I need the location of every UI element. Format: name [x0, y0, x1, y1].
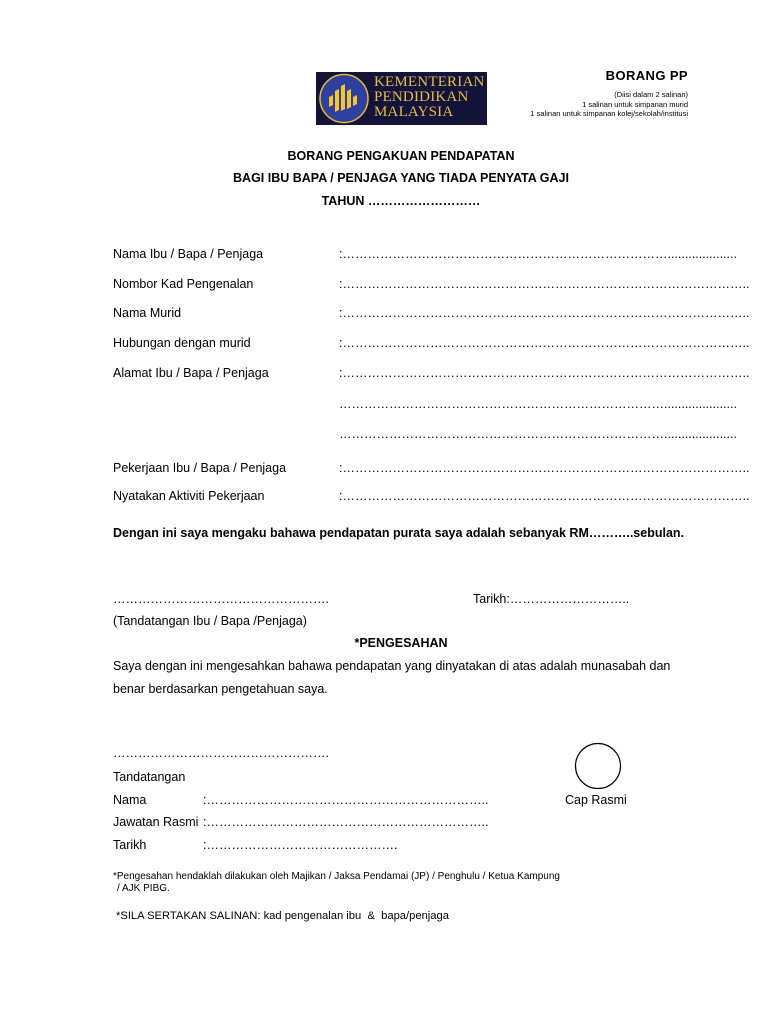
verification-heading: *PENGESAHAN — [354, 636, 448, 650]
logo-text-line: KEMENTERIAN — [374, 74, 485, 90]
form-code: BORANG PP — [605, 68, 688, 83]
ministry-logo — [316, 72, 487, 125]
verifier-date-label: Tarikh — [113, 838, 147, 852]
field-label-occupation: Pekerjaan Ibu / Bapa / Penjaga — [113, 461, 287, 475]
field-blank-address-line-2: ……………………………………………………………………..................... — [339, 397, 737, 411]
field-label-ic-number: Nombor Kad Pengenalan — [113, 277, 254, 291]
field-blank-address: :…………………………………………………………………………………….. — [339, 366, 750, 380]
field-label-parent-name: Nama Ibu / Bapa / Penjaga — [113, 247, 264, 261]
verification-statement-line-1: Saya dengan ini mengesahkan bahawa pendapatan yang dinyatakan di atas adalah munasabah dan — [113, 659, 671, 673]
verifier-signature-line: ……………………………………………. — [113, 746, 329, 760]
verifier-name-label: Nama — [113, 793, 147, 807]
verifier-date-blank: :………………………………………. — [203, 838, 398, 852]
verifier-signature-label: Tandatangan — [113, 770, 186, 784]
field-blank-relationship: :…………………………………………………………………………………….. — [339, 336, 750, 350]
verifier-note-line-2: / AJK PIBG. — [117, 883, 170, 894]
attachment-note: *SILA SERTAKAN SALINAN: kad pengenalan ibu & bapa/penjaga — [116, 910, 449, 922]
field-blank-work-activity: :…………………………………………………………………………………….. — [339, 489, 750, 503]
field-blank-student-name: :…………………………………………………………………………………….. — [339, 306, 750, 320]
parent-signature-line: ……………………………………………. — [113, 592, 329, 606]
field-label-relationship: Hubungan dengan murid — [113, 336, 251, 350]
field-blank-parent-name: :…………………………………………………………………….................... — [339, 247, 737, 261]
verifier-note-line-1: *Pengesahan hendaklah dilakukan oleh Majikan / Jaksa Pendamai (JP) / Penghulu / Ketua Kampung — [113, 871, 560, 882]
form-title: BORANG PENGAKUAN PENDAPATAN — [287, 149, 515, 163]
logo-wordmark — [374, 75, 485, 120]
copies-note: (Diisi dalam 2 salinan) — [614, 90, 688, 99]
verifier-name-blank: :………………………………………………………….. — [203, 793, 489, 807]
ministry-emblem-icon — [316, 72, 372, 125]
field-label-address: Alamat Ibu / Bapa / Penjaga — [113, 366, 269, 380]
copy-note-student: 1 salinan untuk simpanan murid — [582, 100, 688, 109]
verification-statement-line-2: benar berdasarkan pengetahuan saya. — [113, 682, 328, 696]
income-declaration: Dengan ini saya mengaku bahawa pendapatan purata saya adalah sebanyak RM………..sebulan. — [113, 526, 685, 540]
verifier-position-blank: :………………………………………………………….. — [203, 815, 489, 829]
official-stamp-circle — [574, 742, 622, 790]
field-blank-occupation: :…………………………………………………………………………………….. — [339, 461, 750, 475]
form-year: TAHUN ……………………… — [321, 194, 481, 208]
parent-signature-caption: (Tandatangan Ibu / Bapa /Penjaga) — [113, 614, 307, 628]
logo-text-line: PENDIDIKAN — [374, 89, 469, 105]
field-blank-address-line-3: ……………………………………………………………………..................... — [339, 427, 737, 441]
field-label-work-activity: Nyatakan Aktiviti Pekerjaan — [113, 489, 265, 503]
form-subtitle: BAGI IBU BAPA / PENJAGA YANG TIADA PENYATA GAJI — [233, 171, 569, 185]
parent-signature-date: Tarikh:……………………….. — [473, 592, 630, 606]
official-stamp-label: Cap Rasmi — [565, 793, 627, 807]
field-label-student-name: Nama Murid — [113, 306, 182, 320]
copy-note-institution: 1 salinan untuk simpanan kolej/sekolah/institusi — [530, 109, 688, 118]
logo-text-line: MALAYSIA — [374, 104, 454, 120]
field-blank-ic-number: :…………………………………………………………………………………….. — [339, 277, 750, 291]
verifier-position-label: Jawatan Rasmi — [113, 815, 199, 829]
